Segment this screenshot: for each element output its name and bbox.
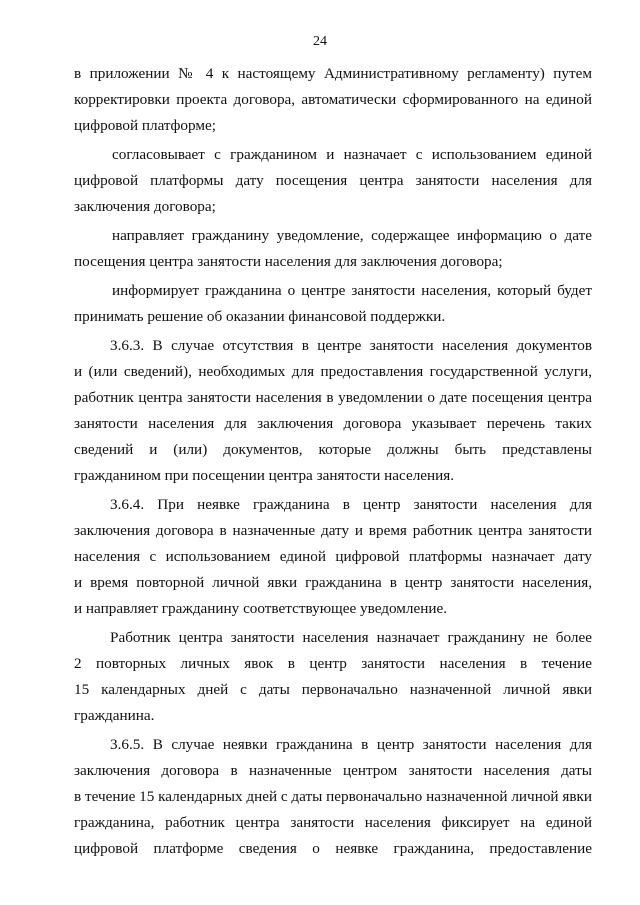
- text-line: цифровой платформе сведения о неявке гражданина, предоставление: [74, 840, 592, 857]
- text-line: 3.6.5. В случае неявки гражданина в центр занятости населения для: [110, 736, 592, 753]
- paragraph-repeat-visits: [74, 625, 592, 729]
- text-line: заключения договора в назначенные дату и время работник центра занятости: [74, 522, 592, 539]
- paragraph-3-6-4: [74, 492, 592, 622]
- text-line: гражданина, работник центра занятости населения фиксирует на единой: [74, 814, 592, 831]
- paragraph-3-6-5: [74, 732, 592, 862]
- document-body: [74, 61, 592, 862]
- text-line: 15 календарных дней с даты первоначально назначенной личной явки: [74, 681, 592, 698]
- text-line: принимать решение об оказании финансовой поддержки.: [74, 308, 446, 325]
- text-line: заключения договора;: [74, 198, 216, 215]
- text-line: цифровой платформы дату посещения центра занятости населения для: [74, 172, 592, 189]
- paragraph-annex-correction: [74, 61, 592, 139]
- paragraph-send-notice: [74, 223, 592, 275]
- text-line: занятости населения для заключения договора указывает перечень таких: [74, 415, 592, 432]
- text-line: посещения центра занятости населения для заключения договора;: [74, 253, 503, 270]
- text-line: корректировки проекта договора, автоматически сформированного на единой: [74, 91, 592, 108]
- paragraph-agree-date: [74, 142, 592, 220]
- text-line: согласовывает с гражданином и назначает с использованием единой: [112, 146, 592, 163]
- text-line: и время повторной личной явки гражданина в центр занятости населения,: [74, 574, 592, 591]
- text-line: заключения договора в назначенные центром занятости населения даты: [74, 762, 592, 779]
- text-line: и направляет гражданину соответствующее уведомление.: [74, 600, 447, 617]
- paragraph-3-6-3: [74, 333, 592, 489]
- text-line: в течение 15 календарных дней с даты первоначально назначенной личной явки: [74, 788, 592, 805]
- text-line: Работник центра занятости населения назначает гражданину не более: [110, 629, 592, 646]
- paragraph-inform-worker: [74, 278, 592, 330]
- text-line: сведений и (или) документов, которые должны быть представлены: [74, 441, 592, 458]
- text-line: и (или сведений), необходимых для предоставления государственной услуги,: [74, 363, 592, 380]
- text-line: населения с использованием единой цифровой платформы назначает дату: [74, 548, 592, 565]
- text-line: гражданина.: [74, 707, 155, 724]
- text-line: гражданином при посещении центра занятости населения.: [74, 467, 455, 484]
- text-line: 2 повторных личных явок в центр занятости населения в течение: [74, 655, 592, 672]
- text-line: информирует гражданина о центре занятости населения, который будет: [112, 282, 592, 299]
- text-line: в приложении № 4 к настоящему Административному регламенту) путем: [74, 65, 592, 82]
- text-line: 3.6.4. При неявке гражданина в центр занятости населения для: [110, 496, 592, 513]
- text-line: 3.6.3. В случае отсутствия в центре занятости населения документов: [110, 337, 592, 354]
- text-line: направляет гражданину уведомление, содержащее информацию о дате: [112, 227, 592, 244]
- page-number: 24: [313, 34, 327, 49]
- text-line: работник центра занятости населения в уведомлении о дате посещения центра: [74, 389, 592, 406]
- text-line: цифровой платформе;: [74, 117, 216, 134]
